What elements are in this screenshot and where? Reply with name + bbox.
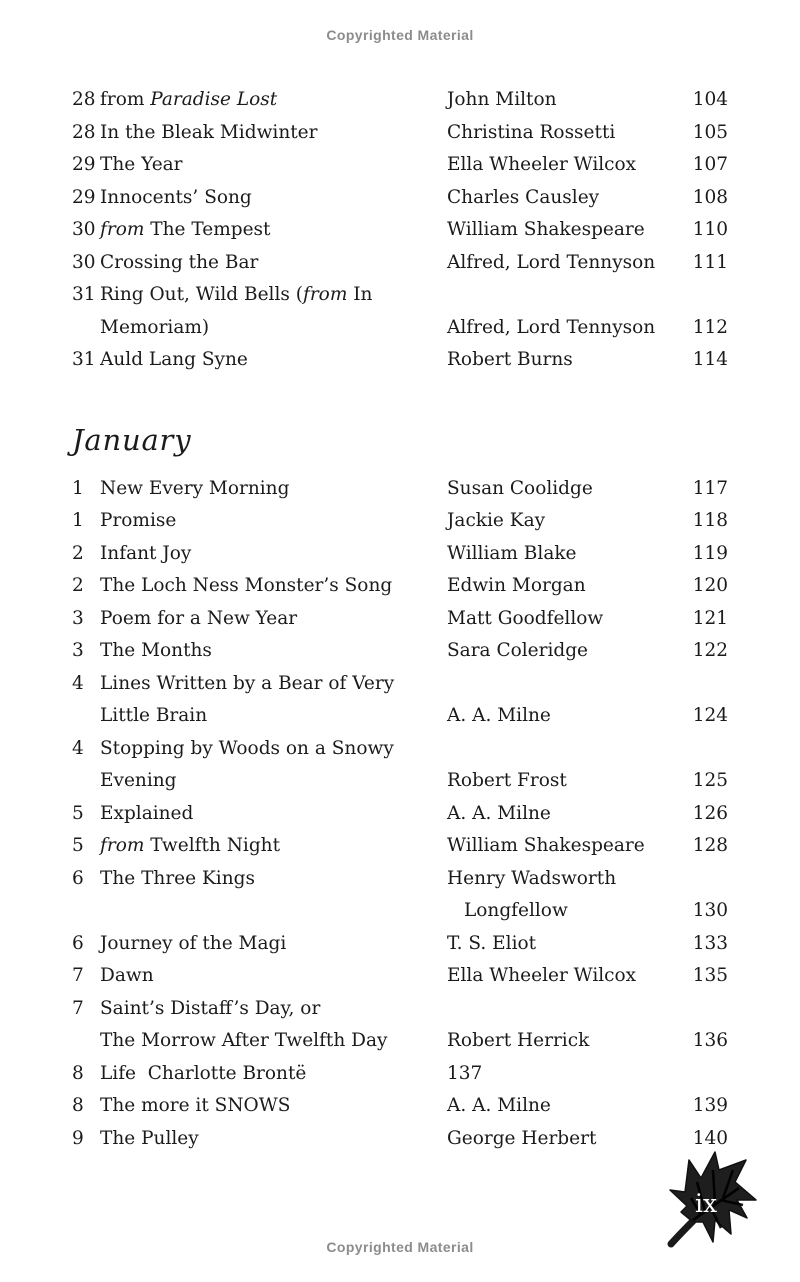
- poem-title: [100, 279, 447, 312]
- toc-row: [72, 895, 728, 928]
- title-segment: Evening: [100, 770, 177, 791]
- day-number: 30: [72, 251, 96, 273]
- title-segment: The Pulley: [100, 1127, 199, 1149]
- toc-row: [72, 830, 728, 863]
- toc-row: [72, 149, 728, 182]
- poet-name: Matt Goodfellow: [447, 607, 604, 629]
- title-segment: The Morrow After Twelfth Day: [100, 1030, 388, 1051]
- title-segment: Crossing the Bar: [100, 251, 259, 273]
- day-number: 6: [72, 932, 84, 954]
- page-ref: 126: [692, 802, 728, 824]
- day-number: 29: [72, 154, 96, 175]
- toc-row: [72, 344, 728, 377]
- poem-title: [100, 84, 447, 117]
- day-number: 1: [72, 477, 84, 499]
- title-segment: Twelfth Night: [144, 835, 281, 856]
- page-ref: 112: [692, 316, 728, 338]
- poet-name: William Shakespeare: [447, 835, 645, 856]
- title-segment-italic: from: [100, 219, 145, 240]
- poem-title: [100, 1090, 447, 1123]
- poet-name: A. A. Milne: [447, 705, 551, 726]
- poem-title: [100, 505, 447, 538]
- poem-title: [100, 247, 447, 280]
- day-number: 30: [72, 219, 96, 240]
- toc-row: [72, 765, 728, 798]
- toc-row: [72, 312, 728, 345]
- title-segment: In: [347, 284, 373, 305]
- day-number: 31: [72, 284, 96, 305]
- page-ref: 120: [692, 575, 728, 596]
- day-number: 31: [72, 349, 96, 370]
- page-ref: 125: [692, 770, 728, 791]
- day-number: 7: [72, 965, 84, 986]
- poet-name: Robert Frost: [447, 770, 567, 791]
- page-ref: 114: [692, 349, 728, 370]
- day-number: 7: [72, 997, 84, 1019]
- page-ref: 117: [692, 477, 728, 499]
- page-ref: 140: [692, 1127, 728, 1149]
- toc-row: [72, 635, 728, 668]
- title-segment: The more it SNOWS: [100, 1095, 291, 1116]
- day-number: 9: [72, 1127, 84, 1149]
- toc-row: [72, 505, 728, 538]
- day-number: 8: [72, 1062, 84, 1084]
- title-segment: Ring Out, Wild Bells (: [100, 284, 303, 305]
- poet-name: Ella Wheeler Wilcox: [447, 965, 637, 986]
- page-ref: 122: [692, 640, 728, 661]
- page-ref: 108: [692, 186, 728, 208]
- table-of-contents: [72, 84, 728, 1155]
- poem-title: [100, 570, 447, 603]
- toc-row: [72, 603, 728, 636]
- day-number: 3: [72, 640, 84, 661]
- poem-title: [100, 798, 447, 831]
- poet-name: Charles Causley: [447, 186, 600, 208]
- poet-name: Henry Wadsworth: [447, 867, 617, 889]
- poet-name: 137: [447, 1062, 483, 1084]
- title-segment: Infant Joy: [100, 542, 192, 564]
- toc-row: [72, 1058, 728, 1091]
- day-number: 28: [72, 121, 96, 143]
- day-number: 5: [72, 802, 84, 824]
- title-segment: In the Bleak Midwinter: [100, 121, 318, 143]
- poet-name: Jackie Kay: [447, 510, 546, 531]
- day-number: 28: [72, 89, 96, 110]
- toc-row: [72, 117, 728, 150]
- title-segment: New Every Morning: [100, 477, 290, 499]
- toc-row: [72, 798, 728, 831]
- poet-name: A. A. Milne: [447, 802, 551, 824]
- title-segment-italic: from: [100, 835, 145, 856]
- page-ref: 130: [692, 900, 728, 921]
- title-segment-italic: Paradise Lost: [150, 89, 278, 110]
- day-number: 2: [72, 575, 84, 596]
- poem-title: [100, 960, 447, 993]
- poet-name: T. S. Eliot: [447, 932, 537, 954]
- page-ref: 104: [692, 89, 728, 110]
- title-segment: from: [100, 89, 151, 110]
- poet-name: Ella Wheeler Wilcox: [447, 154, 637, 175]
- page-ref: [645, 733, 728, 766]
- page-ref: 118: [692, 510, 728, 531]
- page-ref: 128: [692, 835, 728, 856]
- poet-name: [447, 993, 645, 1026]
- page-ref: 107: [692, 154, 728, 175]
- toc-row: [72, 214, 728, 247]
- title-segment: Auld Lang Syne: [100, 349, 248, 370]
- page-ref: 119: [692, 542, 728, 564]
- poem-title: [100, 635, 447, 668]
- page-ref: 105: [692, 121, 728, 143]
- day-number: [72, 765, 100, 798]
- poet-name: [447, 733, 645, 766]
- page-number-leaf: [663, 1148, 759, 1252]
- page-ref: 136: [692, 1030, 728, 1051]
- poem-title: [100, 668, 447, 701]
- poem-title: [100, 993, 447, 1026]
- month-heading: January: [72, 422, 192, 457]
- day-number: 2: [72, 542, 84, 564]
- title-segment: Dawn: [100, 965, 154, 986]
- poem-title: [100, 538, 447, 571]
- poem-title: [100, 700, 447, 733]
- poem-title: [100, 1123, 447, 1156]
- title-segment: The Tempest: [144, 219, 271, 240]
- day-number: 1: [72, 510, 84, 531]
- poem-title: [100, 863, 447, 896]
- title-segment: Stopping by Woods on a Snowy: [100, 737, 394, 759]
- section-rows: [72, 473, 728, 1156]
- toc-row: [72, 84, 728, 117]
- poet-name: Susan Coolidge: [447, 477, 593, 499]
- poet-name: [447, 668, 645, 701]
- toc-row: [72, 668, 728, 701]
- toc-row: [72, 863, 728, 896]
- day-number: 4: [72, 672, 84, 694]
- page-ref: 139: [692, 1095, 728, 1116]
- title-segment: Promise: [100, 510, 177, 531]
- page-ref: 110: [692, 219, 728, 240]
- page-ref: [645, 863, 728, 896]
- poem-title: [100, 1025, 447, 1058]
- title-segment: Little Brain: [100, 705, 208, 726]
- poet-name: William Shakespeare: [447, 219, 645, 240]
- toc-row: [72, 733, 728, 766]
- toc-row: [72, 570, 728, 603]
- copyright-notice-top: Copyrighted Material: [326, 27, 474, 43]
- day-number: [72, 700, 100, 733]
- toc-row: [72, 247, 728, 280]
- poet-name: William Blake: [447, 542, 577, 564]
- poet-name: Longfellow: [464, 900, 568, 921]
- poem-title: [100, 473, 447, 506]
- poet-name: Robert Herrick: [447, 1030, 590, 1051]
- title-segment: The Year: [100, 154, 183, 175]
- poem-title: [100, 344, 447, 377]
- title-segment: Innocents’ Song: [100, 186, 252, 208]
- toc-section: [72, 84, 728, 377]
- page-ref: 121: [692, 607, 728, 629]
- title-segment: Saint’s Distaff’s Day, or: [100, 997, 321, 1019]
- poet-name: Edwin Morgan: [447, 575, 586, 596]
- poem-title: [100, 117, 447, 150]
- toc-row: [72, 1090, 728, 1123]
- poet-name: Robert Burns: [447, 349, 573, 370]
- title-segment: Memoriam): [100, 316, 210, 338]
- poet-name: Alfred, Lord Tennyson: [447, 251, 656, 273]
- toc-row: [72, 960, 728, 993]
- page-ref: [645, 1058, 728, 1091]
- toc-row: [72, 993, 728, 1026]
- toc-row: [72, 538, 728, 571]
- toc-row: [72, 279, 728, 312]
- title-segment: Life Charlotte Brontë: [100, 1062, 307, 1084]
- poem-title: [100, 928, 447, 961]
- page-ref: 124: [692, 705, 728, 726]
- day-number: [72, 895, 100, 928]
- poet-name: John Milton: [447, 89, 557, 110]
- poem-title: [100, 765, 447, 798]
- page-ref: [645, 279, 728, 312]
- page-number: ix: [695, 1189, 718, 1218]
- toc-row: [72, 473, 728, 506]
- poem-title: [100, 895, 447, 928]
- toc-row: [72, 928, 728, 961]
- poet-name: A. A. Milne: [447, 1095, 551, 1116]
- poet-name: [447, 279, 645, 312]
- poem-title: [100, 312, 447, 345]
- poem-title: [100, 149, 447, 182]
- poem-title: [100, 733, 447, 766]
- toc-row: [72, 1123, 728, 1156]
- page-ref: 133: [692, 932, 728, 954]
- poem-title: [100, 830, 447, 863]
- toc-row: [72, 1025, 728, 1058]
- day-number: [72, 1025, 100, 1058]
- day-number: 29: [72, 186, 96, 208]
- title-segment: Journey of the Magi: [100, 932, 287, 954]
- toc-section: [72, 421, 728, 1156]
- day-number: 5: [72, 835, 84, 856]
- poet-name: Alfred, Lord Tennyson: [447, 316, 656, 338]
- poem-title: [100, 214, 447, 247]
- poet-name: Christina Rossetti: [447, 121, 616, 143]
- poet-name: George Herbert: [447, 1127, 597, 1149]
- title-segment: The Loch Ness Monster’s Song: [100, 575, 393, 596]
- title-segment: The Months: [100, 640, 212, 661]
- page-ref: [645, 993, 728, 1026]
- toc-row: [72, 182, 728, 215]
- toc-sections: [72, 84, 728, 1155]
- page-ref: [645, 668, 728, 701]
- copyright-notice-bottom: Copyrighted Material: [326, 1239, 474, 1255]
- title-segment: Lines Written by a Bear of Very: [100, 672, 395, 694]
- day-number: 3: [72, 607, 84, 629]
- title-segment: Poem for a New Year: [100, 607, 298, 629]
- title-segment: Explained: [100, 802, 194, 824]
- title-segment: The Three Kings: [100, 867, 255, 889]
- page-ref: 135: [692, 965, 728, 986]
- day-number: 8: [72, 1095, 84, 1116]
- day-number: 4: [72, 737, 84, 759]
- day-number: [72, 312, 100, 345]
- page-ref: 111: [692, 251, 728, 273]
- poem-title: [100, 1058, 447, 1091]
- title-segment-italic: from: [302, 284, 348, 305]
- day-number: 6: [72, 867, 84, 889]
- poem-title: [100, 182, 447, 215]
- toc-row: [72, 700, 728, 733]
- poet-name: Sara Coleridge: [447, 640, 589, 661]
- poem-title: [100, 603, 447, 636]
- section-rows: [72, 84, 728, 377]
- leaf-icon: [663, 1148, 759, 1252]
